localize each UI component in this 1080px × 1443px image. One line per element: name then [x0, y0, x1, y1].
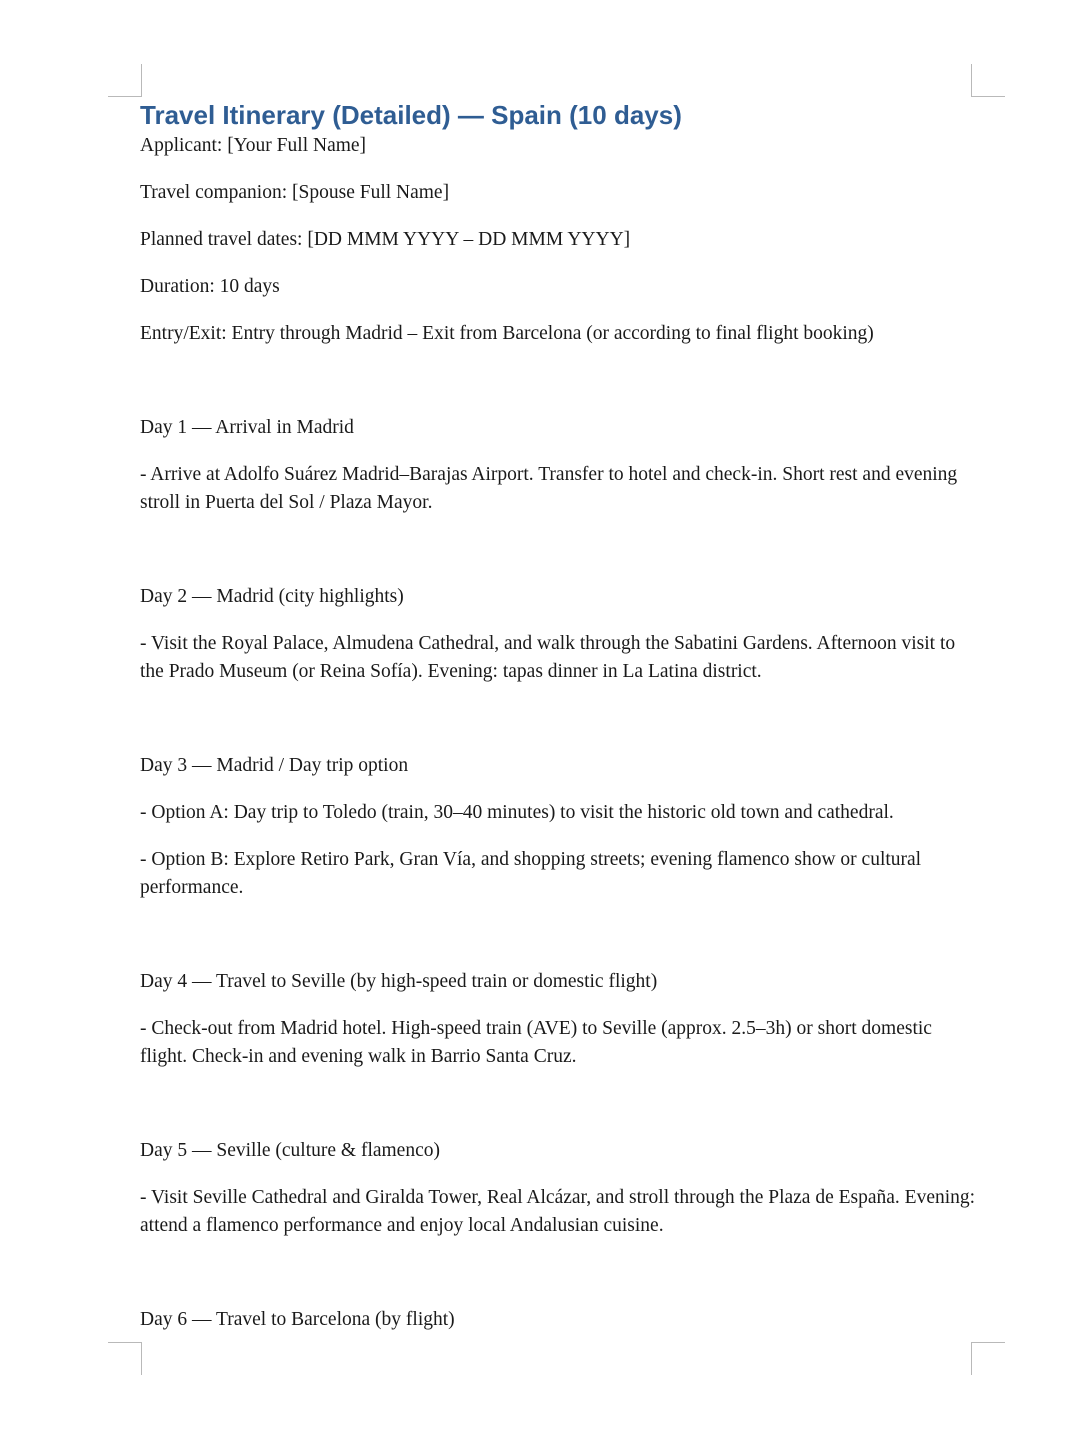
day-activity: - Visit the Royal Palace, Almudena Cathedral, and walk through the Sabatini Gardens. Afternoon visit to the Prado Museum (or Reina Sofía). Evening: tapas dinner in La Latina district.	[140, 633, 956, 682]
margin-corner-bottom-right	[971, 1342, 1005, 1375]
margin-corner-bottom-left	[108, 1342, 142, 1375]
day-heading: Day 6 — Travel to Barcelona (by flight)	[140, 1309, 455, 1330]
day-heading: Day 4 — Travel to Seville (by high-speed train or domestic flight)	[140, 971, 658, 992]
day-activity: - Option A: Day trip to Toledo (train, 30–40 minutes) to visit the historic old town and cathedral.	[140, 802, 894, 823]
margin-corner-top-left	[108, 64, 142, 97]
day-section	[140, 583, 976, 686]
day-section	[140, 414, 976, 517]
day-section	[140, 968, 976, 1071]
day-heading: Day 2 — Madrid (city highlights)	[140, 586, 404, 607]
document-title: Travel Itinerary (Detailed) — Spain (10 days)	[140, 100, 682, 130]
duration-line: Duration: 10 days	[140, 276, 280, 297]
entry-exit-line: Entry/Exit: Entry through Madrid – Exit from Barcelona (or according to final flight booking)	[140, 323, 874, 344]
day-heading: Day 1 — Arrival in Madrid	[140, 417, 354, 438]
day-heading: Day 5 — Seville (culture & flamenco)	[140, 1140, 440, 1161]
itinerary-days	[140, 414, 976, 1334]
day-activity: - Visit Seville Cathedral and Giralda Tower, Real Alcázar, and stroll through the Plaza de España. Evening: attend a flamenco performance and enjoy local Andalusian cuisine.	[140, 1187, 976, 1236]
day-section	[140, 1306, 976, 1334]
travel-dates-line: Planned travel dates: [DD MMM YYYY – DD MMM YYYY]	[140, 229, 631, 250]
companion-line: Travel companion: [Spouse Full Name]	[140, 182, 450, 203]
document-body	[140, 98, 976, 1334]
margin-corner-top-right	[971, 64, 1005, 97]
day-activity: - Check-out from Madrid hotel. High-speed train (AVE) to Seville (approx. 2.5–3h) or short domestic flight. Check-in and evening walk in Barrio Santa Cruz.	[140, 1018, 932, 1067]
day-section	[140, 1137, 976, 1240]
applicant-line: Applicant: [Your Full Name]	[140, 135, 367, 156]
day-activity: - Option B: Explore Retiro Park, Gran Vía, and shopping streets; evening flamenco show or cultural performance.	[140, 849, 922, 898]
day-activity: - Arrive at Adolfo Suárez Madrid–Barajas Airport. Transfer to hotel and check-in. Short rest and evening stroll in Puerta del Sol / Plaza Mayor.	[140, 464, 958, 513]
day-section	[140, 752, 976, 902]
day-heading: Day 3 — Madrid / Day trip option	[140, 755, 409, 776]
